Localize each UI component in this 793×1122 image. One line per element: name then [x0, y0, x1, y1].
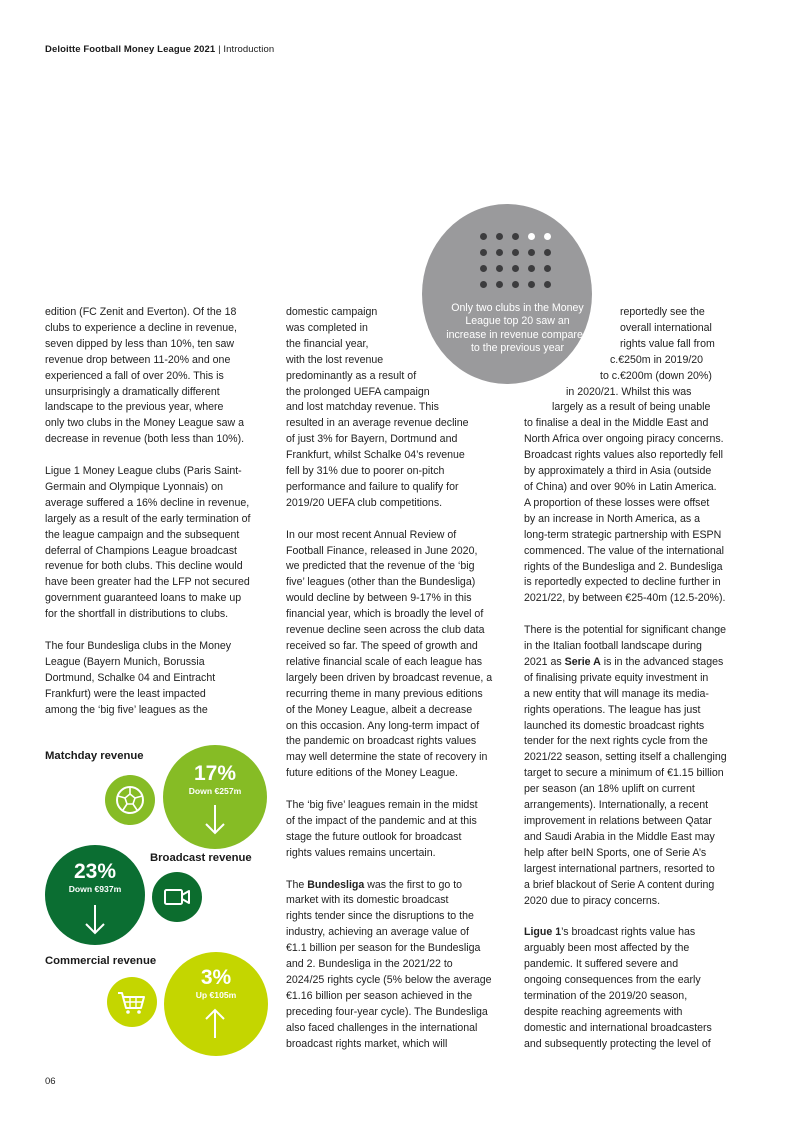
- text-run: The: [286, 878, 308, 891]
- text-line: and 2. Bundesliga in the 2021/22 to: [286, 958, 453, 971]
- text-line: the pandemic on broadcast rights values: [286, 735, 477, 748]
- text-line: arguably been most affected by the: [524, 942, 690, 955]
- broadcast-percent: 23%: [73, 860, 117, 883]
- text-line: 2024/25 rights cycle (5% below the average: [286, 974, 492, 987]
- text-line: despite reaching agreements with: [524, 1005, 683, 1018]
- shopping-cart-icon: [107, 977, 157, 1027]
- dot-icon: [496, 249, 503, 256]
- video-camera-icon: [152, 872, 202, 922]
- commercial-icon-circle: [107, 977, 157, 1027]
- text-line: the financial year,: [286, 337, 369, 350]
- text-line: unsurprisingly a dramatically different: [45, 385, 220, 398]
- text-line: North Africa over ongoing piracy concerns.: [524, 433, 724, 446]
- text-line: fell by 31% due to poorer on-pitch: [286, 465, 445, 478]
- text-line: Broadcast rights values also reportedly fell: [524, 449, 724, 462]
- up-arrow-icon: [200, 1006, 230, 1040]
- header-title: Deloitte Football Money League 2021: [45, 44, 216, 55]
- text-line: of the Money League, albeit a decrease: [286, 703, 473, 716]
- broadcast-label: Broadcast revenue: [150, 852, 252, 864]
- text-line: In our most recent Annual Review of: [286, 528, 457, 541]
- text-line: resulted in an average revenue decline: [286, 417, 469, 430]
- text-line: tender for the next rights cycle from the: [524, 735, 708, 748]
- text-line: largely been driven by broadcast revenue, a: [286, 671, 493, 684]
- text-line: largely as a result of being unable: [552, 401, 711, 414]
- text-line: €1.1 billion per season for the Bundesliga: [286, 942, 481, 955]
- text-run: is in the advanced stages: [600, 655, 724, 668]
- text-line: only two clubs in the Money League saw a: [45, 417, 245, 430]
- column-1: [45, 305, 275, 719]
- text-line: performance and failure to qualify for: [286, 480, 459, 493]
- text-line: industry, achieving an average value of: [286, 926, 469, 939]
- text-line: rights tender since the disruptions to the: [286, 910, 474, 923]
- text-line: rights of the Bundesliga and 2. Bundesliga: [524, 560, 723, 573]
- text-line: ongoing consequences from the early: [524, 974, 701, 987]
- text-line: rights values remains uncertain.: [286, 846, 436, 859]
- down-arrow-icon: [80, 903, 110, 937]
- text-line: government guaranteed loans to make up: [45, 592, 242, 605]
- text-line: on this occasion. Any long-term impact of: [286, 719, 480, 732]
- text-line: Ligue 1 Money League clubs (Paris Saint-: [45, 465, 242, 478]
- dot-icon: [512, 265, 519, 272]
- text-line: Frankfurt, whilst Schalke 04’s revenue: [286, 449, 465, 462]
- dot-icon: [528, 265, 535, 272]
- text-line: Germain and Olympique Lyonnais) on: [45, 480, 224, 493]
- text-line: revenue decline seen across the club data: [286, 624, 485, 637]
- matchday-icon-circle: [105, 775, 155, 825]
- text-line: may well determine the state of recovery in: [286, 751, 488, 764]
- header-section: Introduction: [223, 44, 275, 55]
- text-line: improvement in relations between Qatar: [524, 814, 712, 827]
- text-line: pandemic. It suffered severe and: [524, 958, 679, 971]
- text-line: stage the future outlook for broadcast: [286, 830, 462, 843]
- dot-icon: [512, 281, 519, 288]
- text-line: target to secure a minimum of €1.15 billion: [524, 767, 724, 780]
- text-line: in 2020/21. Whilst this was: [566, 385, 692, 398]
- column-2: [286, 305, 516, 1053]
- text-line: Football Finance, released in June 2020,: [286, 544, 478, 557]
- text-line: received so far. The speed of growth and: [286, 640, 478, 653]
- text-line: and subsequently protecting the level of: [524, 1037, 711, 1050]
- text-line: broadcast rights market, which will: [286, 1037, 448, 1050]
- text-line: 2021/22 season, setting itself a challenging: [524, 751, 727, 764]
- callout-text: Only two clubs in the Money League top 20 saw an increase in revenue compared to the previous year: [446, 302, 589, 354]
- text-line: Frankfurt) were the least impacted: [45, 687, 206, 700]
- text-line: with the lost revenue: [286, 353, 384, 366]
- paragraph: [45, 305, 275, 448]
- text-line: deferral of Champions League broadcast: [45, 544, 237, 557]
- text-line: 2019/20 UEFA club competitions.: [286, 496, 443, 509]
- dot-grid-icon: [480, 233, 555, 293]
- text-line: domestic and international broadcasters: [524, 1021, 712, 1034]
- text-line: for the shortfall in distributions to clubs.: [45, 608, 229, 621]
- text-line: seven dipped by less than 10%, ten saw: [45, 337, 235, 350]
- text-line: to c.€200m (down 20%): [600, 369, 712, 382]
- text-line: experienced a fall of over 20%. This is: [45, 369, 224, 382]
- text-line: the league campaign and the subsequent: [45, 528, 240, 541]
- text-line: There is the potential for significant change: [524, 624, 726, 637]
- dot-icon: [512, 249, 519, 256]
- text-line: [524, 655, 756, 671]
- text-line: relative financial scale of each league has: [286, 655, 483, 668]
- dot-icon: [480, 265, 487, 272]
- dot-icon: [480, 233, 487, 240]
- text-line: largely as a result of the early termination of: [45, 512, 251, 525]
- text-line: a brief blackout of Serie A content during: [524, 878, 715, 891]
- text-line: of just 3% for Bayern, Dortmund and: [286, 433, 458, 446]
- dot-icon: [544, 281, 551, 288]
- text-line: The four Bundesliga clubs in the Money: [45, 640, 232, 652]
- paragraph: [286, 528, 516, 783]
- text-line: by an increase in North America, as a: [524, 512, 701, 525]
- dot-icon: [528, 281, 535, 288]
- text-line: was completed in: [286, 321, 368, 334]
- text-line: among the ‘big five’ leagues as the: [45, 703, 208, 716]
- text-line: and lost matchday revenue. This: [286, 401, 439, 414]
- text-run: 2021 as: [524, 655, 565, 668]
- text-line: revenue for both clubs. This decline would: [45, 560, 243, 573]
- dot-icon: [496, 281, 503, 288]
- text-line: by approximately a third in Asia (outside: [524, 465, 712, 478]
- matchday-percent: 17%: [193, 762, 237, 785]
- text-line: five’ leagues (other than the Bundesliga): [286, 576, 476, 589]
- dot-icon: [496, 265, 503, 272]
- dot-icon: [528, 249, 535, 256]
- text-line: rights value fall from: [620, 337, 715, 350]
- matchday-change: Down €257m: [188, 786, 242, 796]
- football-icon: [105, 775, 155, 825]
- dot-icon: [544, 265, 551, 272]
- dot-icon: [544, 249, 551, 256]
- text-line: recurring theme in many previous editions: [286, 687, 483, 700]
- text-line: and Saudi Arabia in the Middle East may: [524, 830, 715, 843]
- text-line: arrangements). Internationally, a recent: [524, 799, 709, 812]
- text-line: largest international partners, resorted to: [524, 862, 715, 875]
- text-line: domestic campaign: [286, 306, 378, 318]
- league-name: Ligue 1: [524, 926, 562, 939]
- text-line: is reportedly expected to decline further in: [524, 576, 721, 589]
- text-line: future editions of the Money League.: [286, 767, 458, 780]
- column-3: [524, 305, 756, 1053]
- text-line: long-term strategic partnership with ESPN: [524, 528, 722, 541]
- text-line: landscape to the previous year, where: [45, 401, 224, 414]
- league-name: Bundesliga: [307, 878, 365, 891]
- text-line: market with its domestic broadcast: [286, 894, 449, 907]
- dot-icon: [528, 233, 535, 240]
- text-line: League (Bayern Munich, Borussia: [45, 655, 205, 668]
- callout-circle: [422, 204, 592, 384]
- text-line: also faced challenges in the international: [286, 1021, 478, 1034]
- paragraph: [524, 925, 756, 1052]
- text-line: to finalise a deal in the Middle East and: [524, 417, 709, 430]
- broadcast-stat: [45, 860, 145, 895]
- broadcast-icon-circle: [152, 872, 202, 922]
- text-line: predominantly as a result of: [286, 369, 417, 382]
- text-line: c.€250m in 2019/20: [610, 353, 704, 366]
- paragraph: [524, 623, 756, 909]
- text-line: decrease in revenue (both less than 10%).: [45, 433, 245, 446]
- text-line: overall international: [620, 321, 712, 334]
- text-line: rights operations. The league has just: [524, 703, 701, 716]
- text-run: ’s broadcast rights value has: [561, 926, 696, 939]
- text-line: reportedly see the: [620, 306, 705, 318]
- text-line: clubs to experience a decline in revenue,: [45, 321, 237, 334]
- text-line: have been greater had the LFP not secured: [45, 576, 250, 589]
- text-line: preceding four-year cycle). The Bundesliga: [286, 1005, 488, 1018]
- broadcast-change: Down €937m: [68, 884, 122, 894]
- commercial-label: Commercial revenue: [45, 955, 157, 967]
- paragraph: [286, 798, 516, 862]
- text-run: was the first to go to: [364, 878, 463, 891]
- text-line: termination of the 2019/20 season,: [524, 989, 688, 1002]
- page-number: 06: [45, 1076, 56, 1087]
- commercial-change: Up €105m: [195, 990, 237, 1000]
- matchday-stat: [163, 762, 267, 797]
- text-line: 2021/22, by between €25-40m (12.5-20%).: [524, 592, 726, 605]
- text-line: financial year, which is broadly the level of: [286, 608, 484, 621]
- text-line: of China) and over 90% in Latin America.: [524, 480, 717, 493]
- paragraph: [45, 639, 275, 719]
- paragraph: [286, 878, 516, 1053]
- text-line: we predicted that the revenue of the ‘big: [286, 560, 475, 573]
- text-line: would decline by between 9-17% in this: [286, 592, 472, 605]
- text-line: 2020 due to piracy concerns.: [524, 894, 661, 907]
- text-line: The ‘big five’ leagues remain in the midst: [286, 799, 478, 812]
- text-line: of finalising private equity investment in: [524, 671, 709, 684]
- text-line: a new entity that will manage its media-: [524, 687, 709, 700]
- dot-icon: [496, 233, 503, 240]
- text-line: the prolonged UEFA campaign: [286, 385, 430, 398]
- text-line: revenue drop between 11-20% and one: [45, 353, 231, 366]
- text-line: in the Italian football landscape during: [524, 640, 702, 653]
- dot-icon: [512, 233, 519, 240]
- league-name: Serie A: [564, 655, 601, 668]
- text-line: A proportion of these losses were offset: [524, 496, 710, 509]
- text-line: commenced. The value of the international: [524, 544, 725, 557]
- commercial-percent: 3%: [200, 966, 232, 989]
- down-arrow-icon: [200, 803, 230, 837]
- text-line: [524, 925, 756, 941]
- text-line: Dortmund, Schalke 04 and Eintracht: [45, 671, 216, 684]
- text-line: €1.16 billion per season achieved in the: [286, 989, 473, 1002]
- text-line: launched its domestic broadcast rights: [524, 719, 705, 732]
- paragraph: [45, 464, 275, 623]
- dot-icon: [544, 233, 551, 240]
- header-separator: |: [218, 44, 221, 55]
- commercial-stat: [164, 966, 268, 1001]
- dot-icon: [480, 249, 487, 256]
- running-header: [45, 44, 274, 55]
- text-line: per season (an 18% uplift on current: [524, 783, 695, 796]
- text-line: help after beIN Sports, one of Serie A’s: [524, 846, 707, 859]
- dot-icon: [480, 281, 487, 288]
- text-line: [286, 878, 516, 894]
- text-line: average suffered a 16% decline in revenue,: [45, 496, 250, 509]
- text-line: of the impact of the pandemic and at this: [286, 814, 477, 827]
- matchday-label: Matchday revenue: [45, 750, 144, 762]
- text-line: edition (FC Zenit and Everton). Of the 18: [45, 306, 237, 318]
